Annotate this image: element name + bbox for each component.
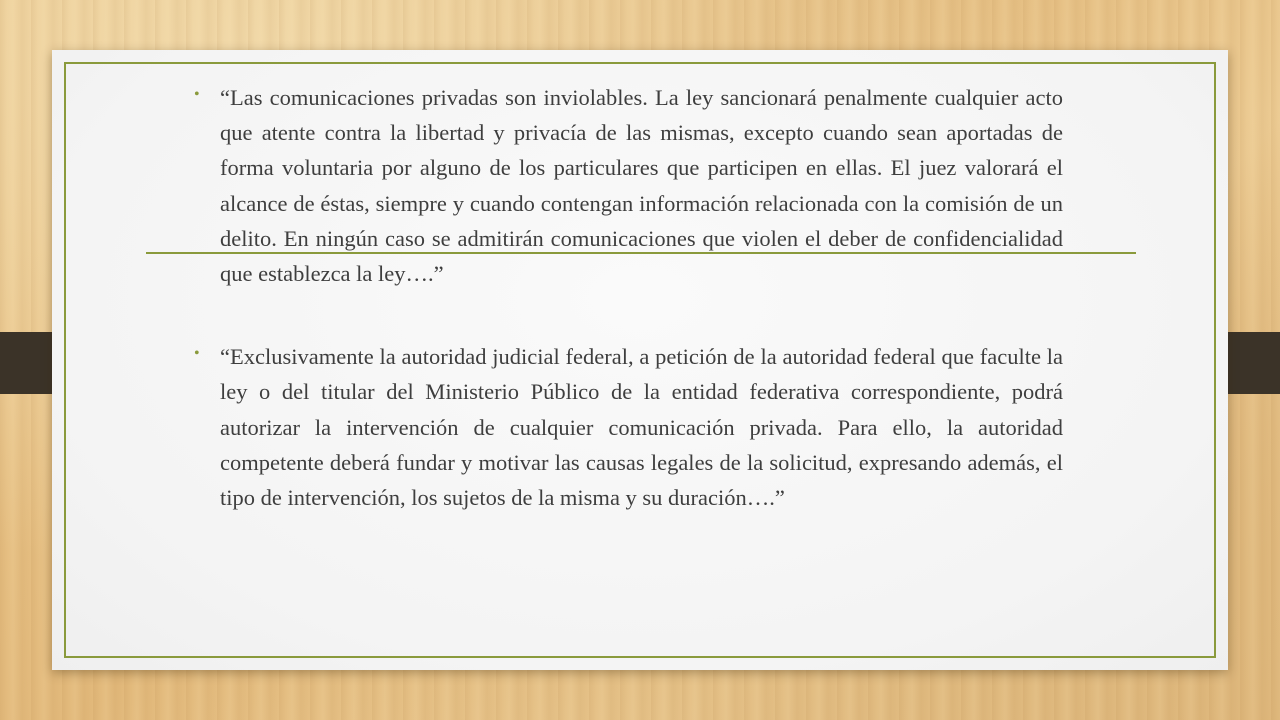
quote-paragraph-2-text: “Exclusivamente la autoridad judicial federal, a petición de la autoridad federal que faculte la ley o del titular del Ministerio Público de la entidad federativa correspondiente, podrá autorizar la intervención de cualquier comunicación privada. Para ello, la autoridad competente deberá fundar y motivar las causas legales de la solicitud, expresando además, el tipo de intervención, los sujetos de la misma y su duración….” [220,344,1063,511]
bullet-icon: • [194,345,200,363]
quote-paragraph-1-text: “Las comunicaciones privadas son inviolables. La ley sancionará penalmente cualquier acto que atente contra la libertad y privacía de las mismas, excepto cuando sean aportadas de forma voluntaria por alguno de los particulares que participen en ellas. El juez valorará el alcance de éstas, siempre y cuando contengan información relacionada con la comisión de un delito. En ningún caso se admitirán comunicaciones que violen el deber de confidencialidad que establezca la ley….” [220,85,1063,287]
bullet-icon: • [194,86,200,103]
slide-content [194,80,1063,515]
slide-card [52,50,1228,670]
quote-paragraph-2 [194,339,1063,515]
quote-paragraph-1 [194,80,1063,291]
